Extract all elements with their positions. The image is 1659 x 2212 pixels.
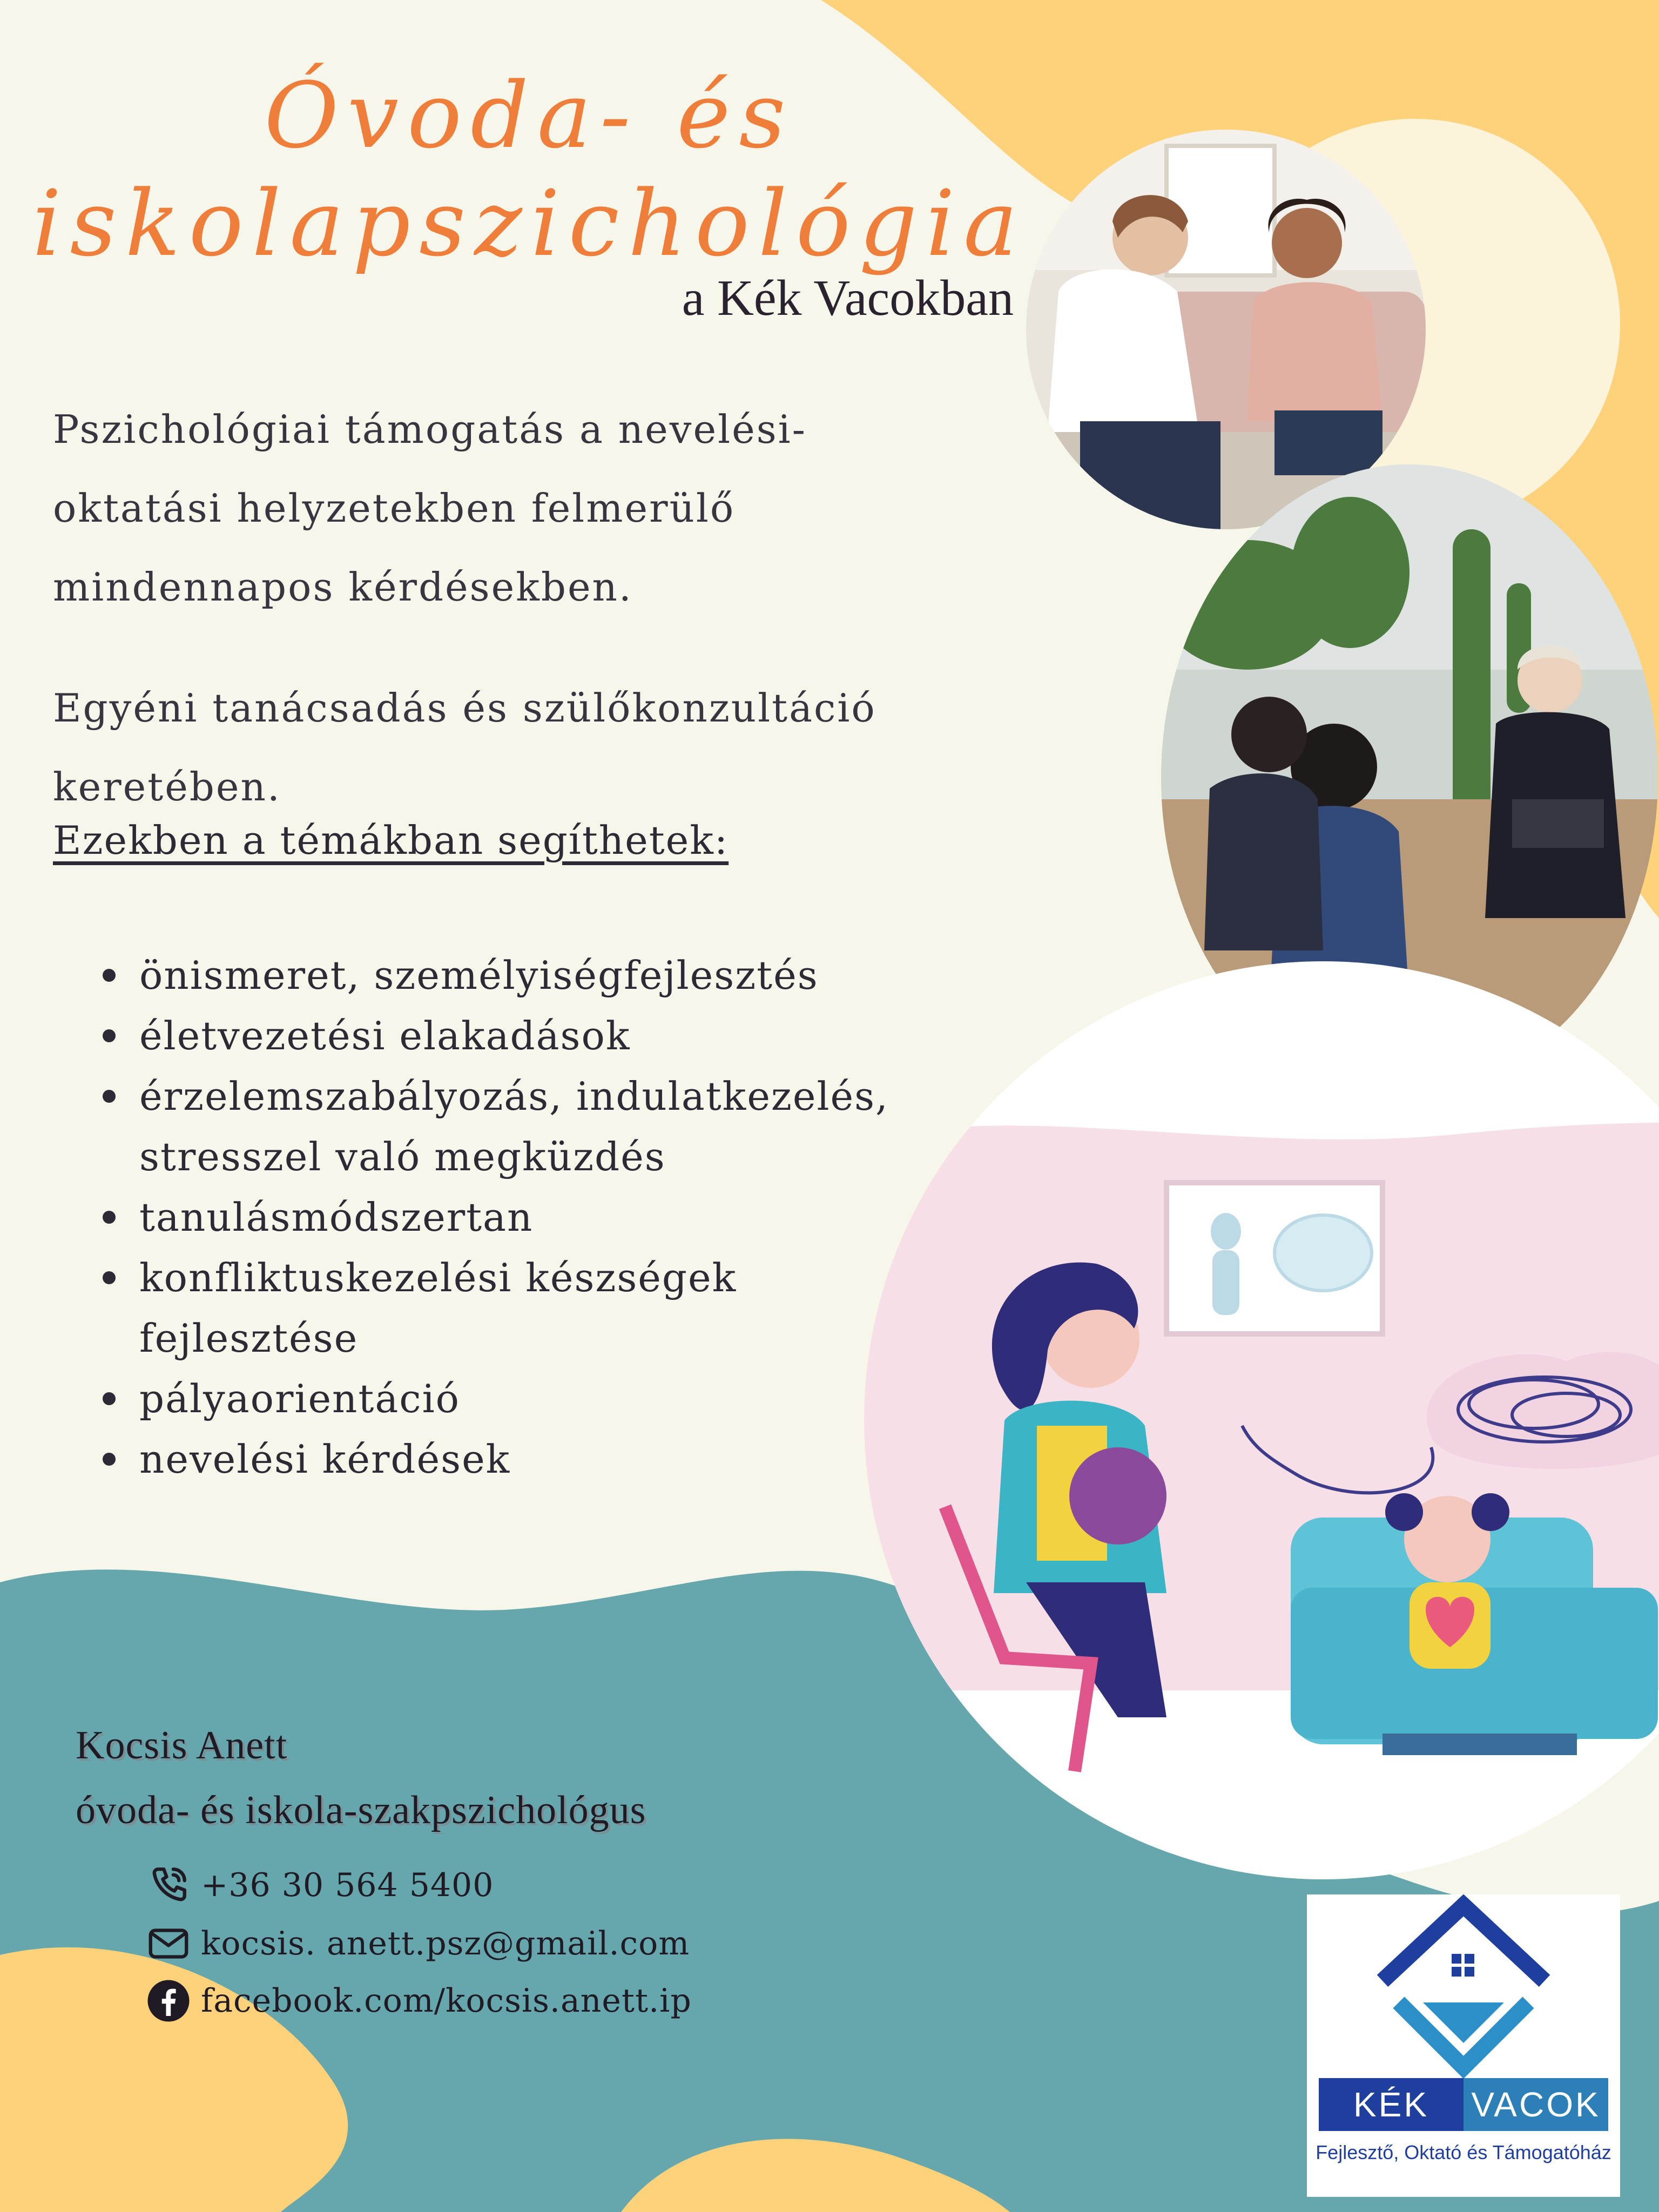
email-address: kocsis. anett.psz@gmail.com bbox=[201, 1925, 690, 1963]
intro-line: oktatási helyzetekben felmerülő bbox=[53, 485, 736, 531]
topic-text: életvezetési elakadások bbox=[139, 1013, 631, 1058]
logo-tagline: Fejlesztő, Oktató és Támogatóház bbox=[1316, 2141, 1611, 2163]
logo-word-1: KÉK bbox=[1319, 2078, 1464, 2131]
topic-text: érzelemszabályozás, indulatkezelés, stresszel való megküzdés bbox=[139, 1074, 889, 1179]
contact-facebook-row[interactable] bbox=[146, 1977, 692, 2025]
contact-email-row[interactable] bbox=[146, 1919, 690, 1968]
list-item bbox=[103, 1066, 945, 1187]
topic-text: pályaorientáció bbox=[139, 1376, 460, 1421]
title-line-1: Óvoda- és bbox=[264, 63, 794, 168]
topic-text: konfliktuskezelési készségek fejlesztése bbox=[139, 1255, 737, 1361]
list-item bbox=[103, 1006, 945, 1066]
bullet-icon bbox=[103, 1029, 116, 1042]
subtitle: a Kék Vacokban bbox=[682, 270, 1014, 326]
logo-wordmark bbox=[1319, 2078, 1608, 2131]
bullet-icon bbox=[103, 969, 116, 982]
bullet-icon bbox=[103, 1090, 116, 1103]
topic-text: önismeret, személyiségfejlesztés bbox=[139, 953, 819, 998]
contact-name: Kocsis Anett bbox=[76, 1723, 288, 1768]
intro-line: mindennapos kérdésekben. bbox=[53, 564, 633, 610]
contact-role: óvoda- és iskola-szakpszichológus bbox=[76, 1788, 646, 1832]
list-item bbox=[103, 945, 945, 1006]
intro-line: Egyéni tanácsadás és szülőkonzultáció bbox=[53, 685, 876, 731]
intro-line: Pszichológiai támogatás a nevelési- bbox=[53, 407, 807, 452]
bullet-icon bbox=[103, 1453, 116, 1466]
list-item bbox=[103, 1368, 945, 1429]
phone-icon bbox=[146, 1863, 191, 1908]
logo-word-2: VACOK bbox=[1464, 2078, 1608, 2131]
facebook-link: facebook.com/kocsis.anett.ip bbox=[201, 1982, 692, 2020]
bullet-icon bbox=[103, 1392, 116, 1405]
contact-phone-row[interactable] bbox=[146, 1861, 494, 1910]
bullet-icon bbox=[103, 1211, 116, 1224]
phone-number: +36 30 564 5400 bbox=[201, 1866, 494, 1904]
house-logo-icon bbox=[1307, 1894, 1620, 2078]
list-item bbox=[103, 1429, 945, 1489]
topics-list bbox=[103, 945, 945, 1489]
intro-line: keretében. bbox=[53, 764, 281, 810]
facebook-icon bbox=[146, 1978, 191, 2024]
mail-icon bbox=[146, 1921, 191, 1966]
topic-text: nevelési kérdések bbox=[139, 1437, 511, 1482]
list-item bbox=[103, 1247, 945, 1368]
topics-heading: Ezekben a témákban segíthetek: bbox=[53, 818, 729, 863]
list-item bbox=[103, 1187, 945, 1247]
topic-text: tanulásmódszertan bbox=[139, 1195, 534, 1240]
title-line-2: iskolapszichológia bbox=[32, 171, 1027, 276]
intro-paragraph-2 bbox=[53, 669, 917, 826]
bullet-icon bbox=[103, 1271, 116, 1284]
intro-paragraph-1 bbox=[53, 390, 917, 626]
